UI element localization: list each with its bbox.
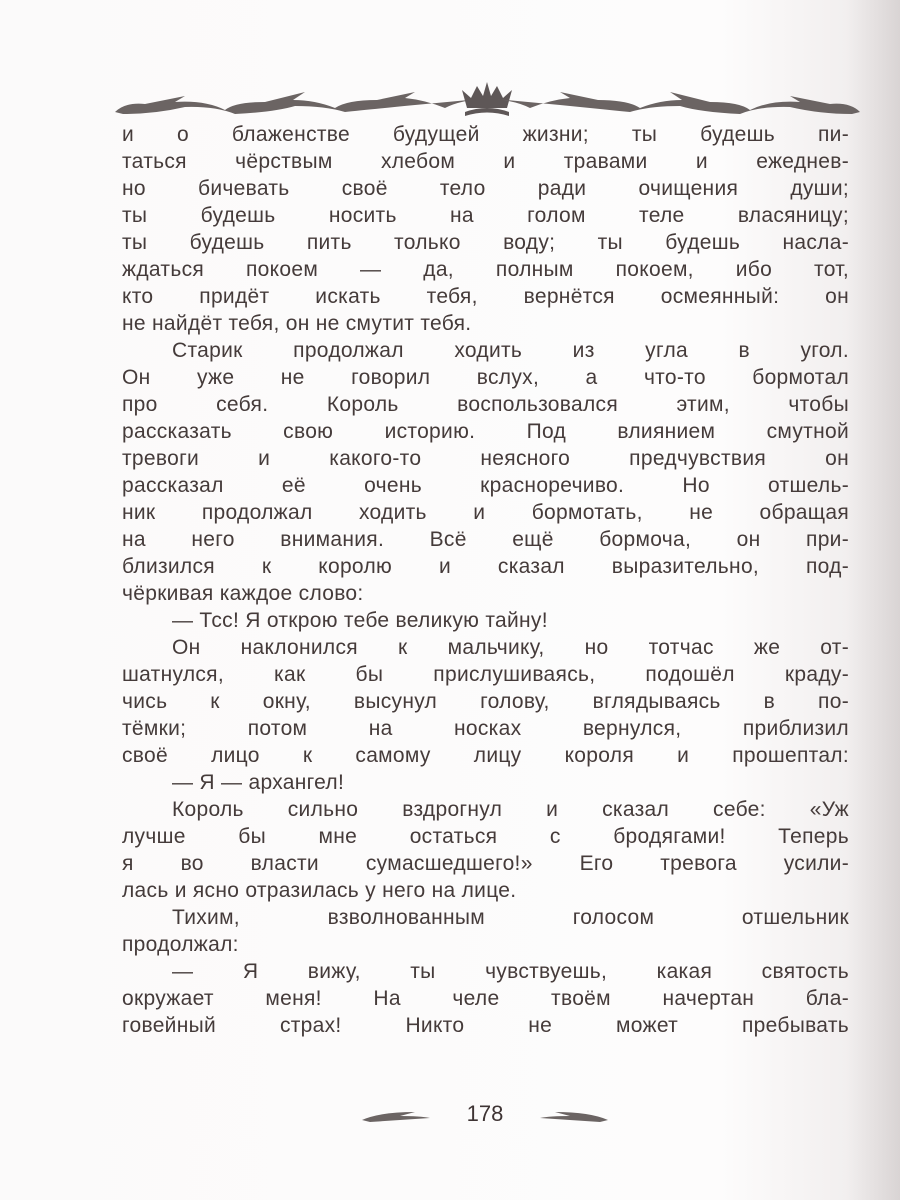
text-line: но бичевать своё тело ради очищения души; [122, 177, 849, 200]
text-line: — Я — архангел! [172, 771, 345, 794]
crown-icon [462, 82, 512, 116]
text-line: тёмки; потом на носках вернулся, приблизил [122, 717, 849, 740]
text-line: кто придёт искать тебя, вернётся осмеянный: он [122, 285, 849, 308]
text-line: чись к окну, высунул голову, вглядываясь в по- [122, 690, 849, 713]
vine-ornament-icon [360, 1106, 445, 1124]
text-line: шатнулся, как бы прислушиваясь, подошёл краду- [122, 663, 849, 686]
text-line: Он уже не говорил вслух, а что-то бормотал [122, 366, 849, 389]
text-line: ждаться покоем — да, полным покоем, ибо тот, [122, 258, 849, 281]
text-line: близился к королю и сказал выразительно, под- [122, 555, 849, 578]
text-line: ты будешь носить на голом теле власяницу; [122, 204, 849, 227]
text-line: Он наклонился к мальчику, но тотчас же от- [172, 636, 849, 659]
page-footer [360, 1098, 610, 1130]
text-line: Тихим, взволнованным голосом отшельник [172, 906, 849, 929]
text-line: тревоги и какого-то неясного предчувствия он [122, 447, 849, 470]
text-line: ник продолжал ходить и бормотать, не обращая [122, 501, 849, 524]
text-line: лась и ясно отразилась у него на лице. [122, 879, 517, 902]
text-line: на него внимания. Всё ещё бормоча, он при- [122, 528, 849, 551]
text-line: таться чёрствым хлебом и травами и ежеднев- [122, 150, 849, 173]
vine-ornament-icon [525, 1106, 610, 1124]
text-line: продолжал: [122, 933, 239, 956]
crown-ornament-header [115, 80, 860, 120]
text-line: окружает меня! На челе твоём начертан бла- [122, 987, 849, 1010]
text-line: говейный страх! Никто не может пребывать [122, 1014, 849, 1037]
text-line: про себя. Король воспользовался этим, чтобы [122, 393, 849, 416]
text-line: рассказал её очень красноречиво. Но отшель- [122, 474, 849, 497]
text-line: — Я вижу, ты чувствуешь, какая святость [172, 960, 849, 983]
text-line: чёркивая каждое слово: [122, 582, 364, 605]
text-line: и о блаженстве будущей жизни; ты будешь пи- [122, 123, 849, 146]
text-line: ты будешь пить только воду; ты будешь насла- [122, 231, 849, 254]
vine-ornament-right [485, 92, 860, 114]
body-text [122, 121, 849, 1039]
text-line: — Тсс! Я открою тебе великую тайну! [172, 609, 548, 632]
text-line: я во власти сумасшедшего!» Его тревога усили- [122, 852, 849, 875]
text-line: Король сильно вздрогнул и сказал себе: «Уж [172, 798, 849, 821]
text-line: своё лицо к самому лицу короля и прошептал: [122, 744, 849, 767]
text-line: Старик продолжал ходить из угла в угол. [172, 339, 849, 362]
text-line: лучше бы мне остаться с бродягами! Теперь [122, 825, 849, 848]
text-line: рассказать свою историю. Под влиянием смутной [122, 420, 849, 443]
page-number: 178 [466, 1101, 504, 1126]
vine-ornament-left [115, 92, 490, 114]
text-line: не найдёт тебя, он не смутит тебя. [122, 312, 472, 335]
